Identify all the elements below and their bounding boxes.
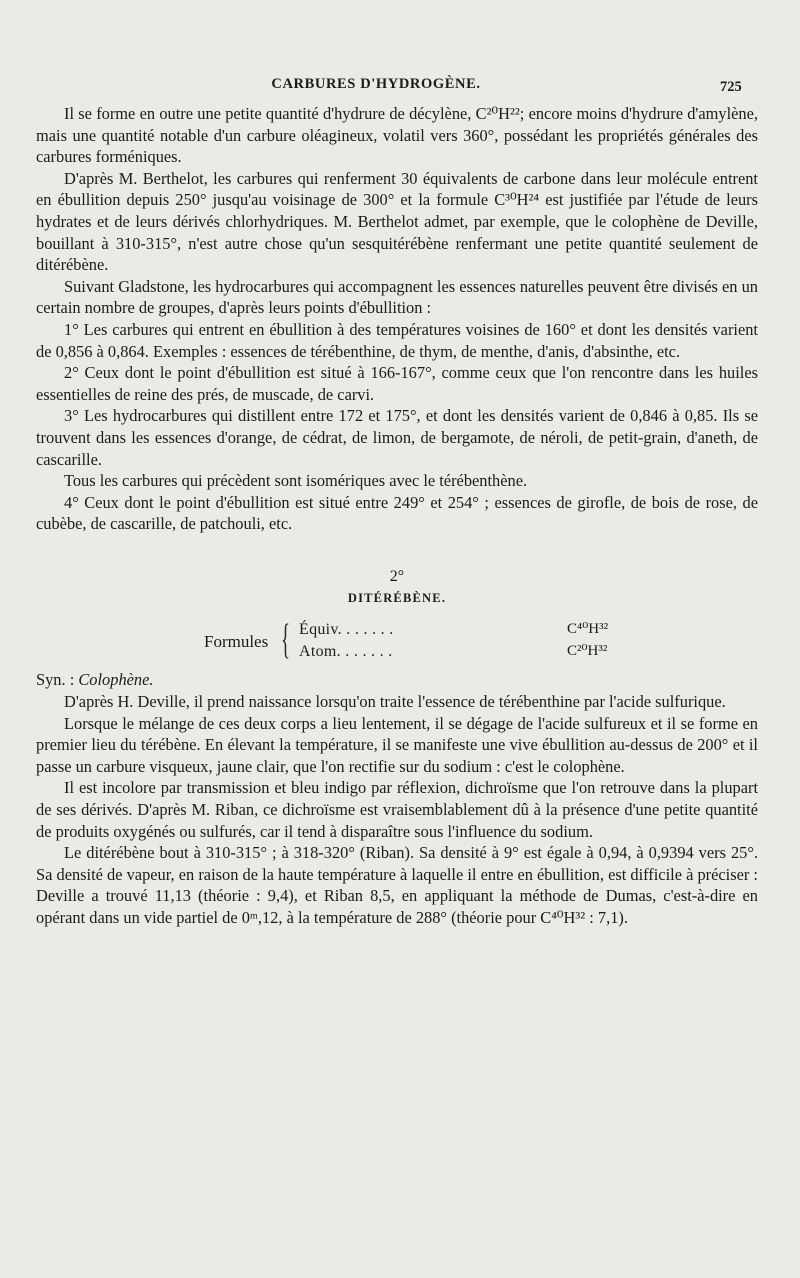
- paragraph: Tous les carbures qui précèdent sont isomériques avec le térébenthène.: [64, 471, 528, 491]
- section-heading: [36, 568, 758, 610]
- paragraph: D'après H. Deville, il prend naissance lorsqu'on traite l'essence de térébenthine par l'acide sulfurique.: [64, 692, 726, 712]
- paragraph: Suivant Gladstone, les hydrocarbures qui accompagnent les essences naturelles peuvent être divisés en un certain nombre de groupes, d'après leurs points d'ébullition :: [36, 276, 758, 318]
- page-body: [36, 103, 758, 929]
- section-number: 2°: [389, 567, 405, 585]
- running-header: [0, 76, 800, 98]
- paragraph: 3° Les hydrocarbures qui distillent entre 172 et 175°, et dont les densités varient de 0,846 à 0,85. Ils se trouvent dans les essences d'orange, de cédrat, de limon, de bergamote, de néroli, de petit-grain, d'aneth, de cascarille.: [36, 406, 758, 469]
- paragraph: D'après M. Berthelot, les carbures qui renferment 30 équivalents de carbone dans leur molécule entrent en ébullition depuis 250° jusqu'au voisinage de 300° et la formule C³⁰H²⁴ est justifiée par l'étude de leurs hydrates et de leurs dérivés chlorhydriques. M. Berthelot admet, par exemple, que le colophène de Deville, bouillant à 310-315°, n'est autre chose qu'un sesquitérébène renfermant une petite quantité seulement de ditérébène.: [36, 168, 758, 275]
- page-title: CARBURES D'HYDROGÈNE.: [271, 76, 481, 92]
- section-name: DITÉRÉBÈNE.: [347, 590, 447, 605]
- paragraph: 4° Ceux dont le point d'ébullition est situé entre 249° et 254° ; essences de girofle, de bois de rose, de cubèbe, de cascarille, de patchouli, etc.: [36, 492, 758, 534]
- paragraph: Lorsque le mélange de ces deux corps a lieu lentement, il se dégage de l'acide sulfureux et il se forme en premier lieu du térébène. En élevant la température, il se manifeste une vive ébullition au-dessus de 200° et il passe un carbure visqueux, jaune clair, que l'on rectifie sur du sodium : c'est le colophène.: [36, 713, 758, 776]
- curly-brace-icon: {: [281, 617, 291, 664]
- paragraph: 2° Ceux dont le point d'ébullition est situé à 166-167°, comme ceux que l'on rencontre dans les huiles essentielles de reine des prés, de muscade, de carvi.: [36, 363, 758, 404]
- formulas-label: Formules: [204, 632, 269, 652]
- atom-label: Atom. . . . . . .: [299, 643, 393, 661]
- equiv-formula: C⁴⁰H³²: [567, 621, 609, 638]
- paragraph: Le ditérébène bout à 310-315° ; à 318-320° (Riban). Sa densité à 9° est égale à 0,94, à 0,9394 vers 25°. Sa densité de vapeur, en raison de la haute température à laquelle il entre en ébullition, est difficile à préciser : Deville a trouvé 11,13 (théorie : 9,4), et Riban 8,5, en appliquant la méthode de Dumas, c'est-à-dire en opérant dans un vide partiel de 0ᵐ,12, à la température de 288° (théorie pour C⁴⁰H³² : 7,1).: [36, 843, 758, 927]
- paragraph: Il est incolore par transmission et bleu indigo par réflexion, dichroïsme que l'on retrouve dans la plupart de ses dérivés. D'après M. Riban, ce dichroïsme est vraisemblablement dû à la présence d'une petite quantité de produits oxygénés ou sulfurés, car il tend à disparaître sous l'influence du sodium.: [36, 778, 758, 841]
- paragraph: Il se forme en outre une petite quantité d'hydrure de décylène, C²⁰H²²; encore moins d'hydrure d'amylène, mais une quantité notable d'un carbure oléagineux, volatil vers 360°, possédant les propriétés générales des carbures forméniques.: [36, 104, 758, 167]
- formula-block: [36, 617, 758, 669]
- synonym-line: [36, 669, 758, 691]
- page-number: 725: [720, 79, 742, 95]
- synonym-value: Colophène.: [78, 670, 154, 690]
- paragraph: 1° Les carbures qui entrent en ébullition à des températures voisines de 160° et dont les densités varient de 0,856 à 0,864. Exemples : essences de térébenthine, de thym, de menthe, d'anis, d'absinthe, etc.: [36, 319, 758, 361]
- atom-formula: C²⁰H³²: [567, 643, 608, 660]
- synonym-prefix: Syn. :: [36, 670, 75, 690]
- equiv-label: Équiv. . . . . . .: [299, 621, 394, 639]
